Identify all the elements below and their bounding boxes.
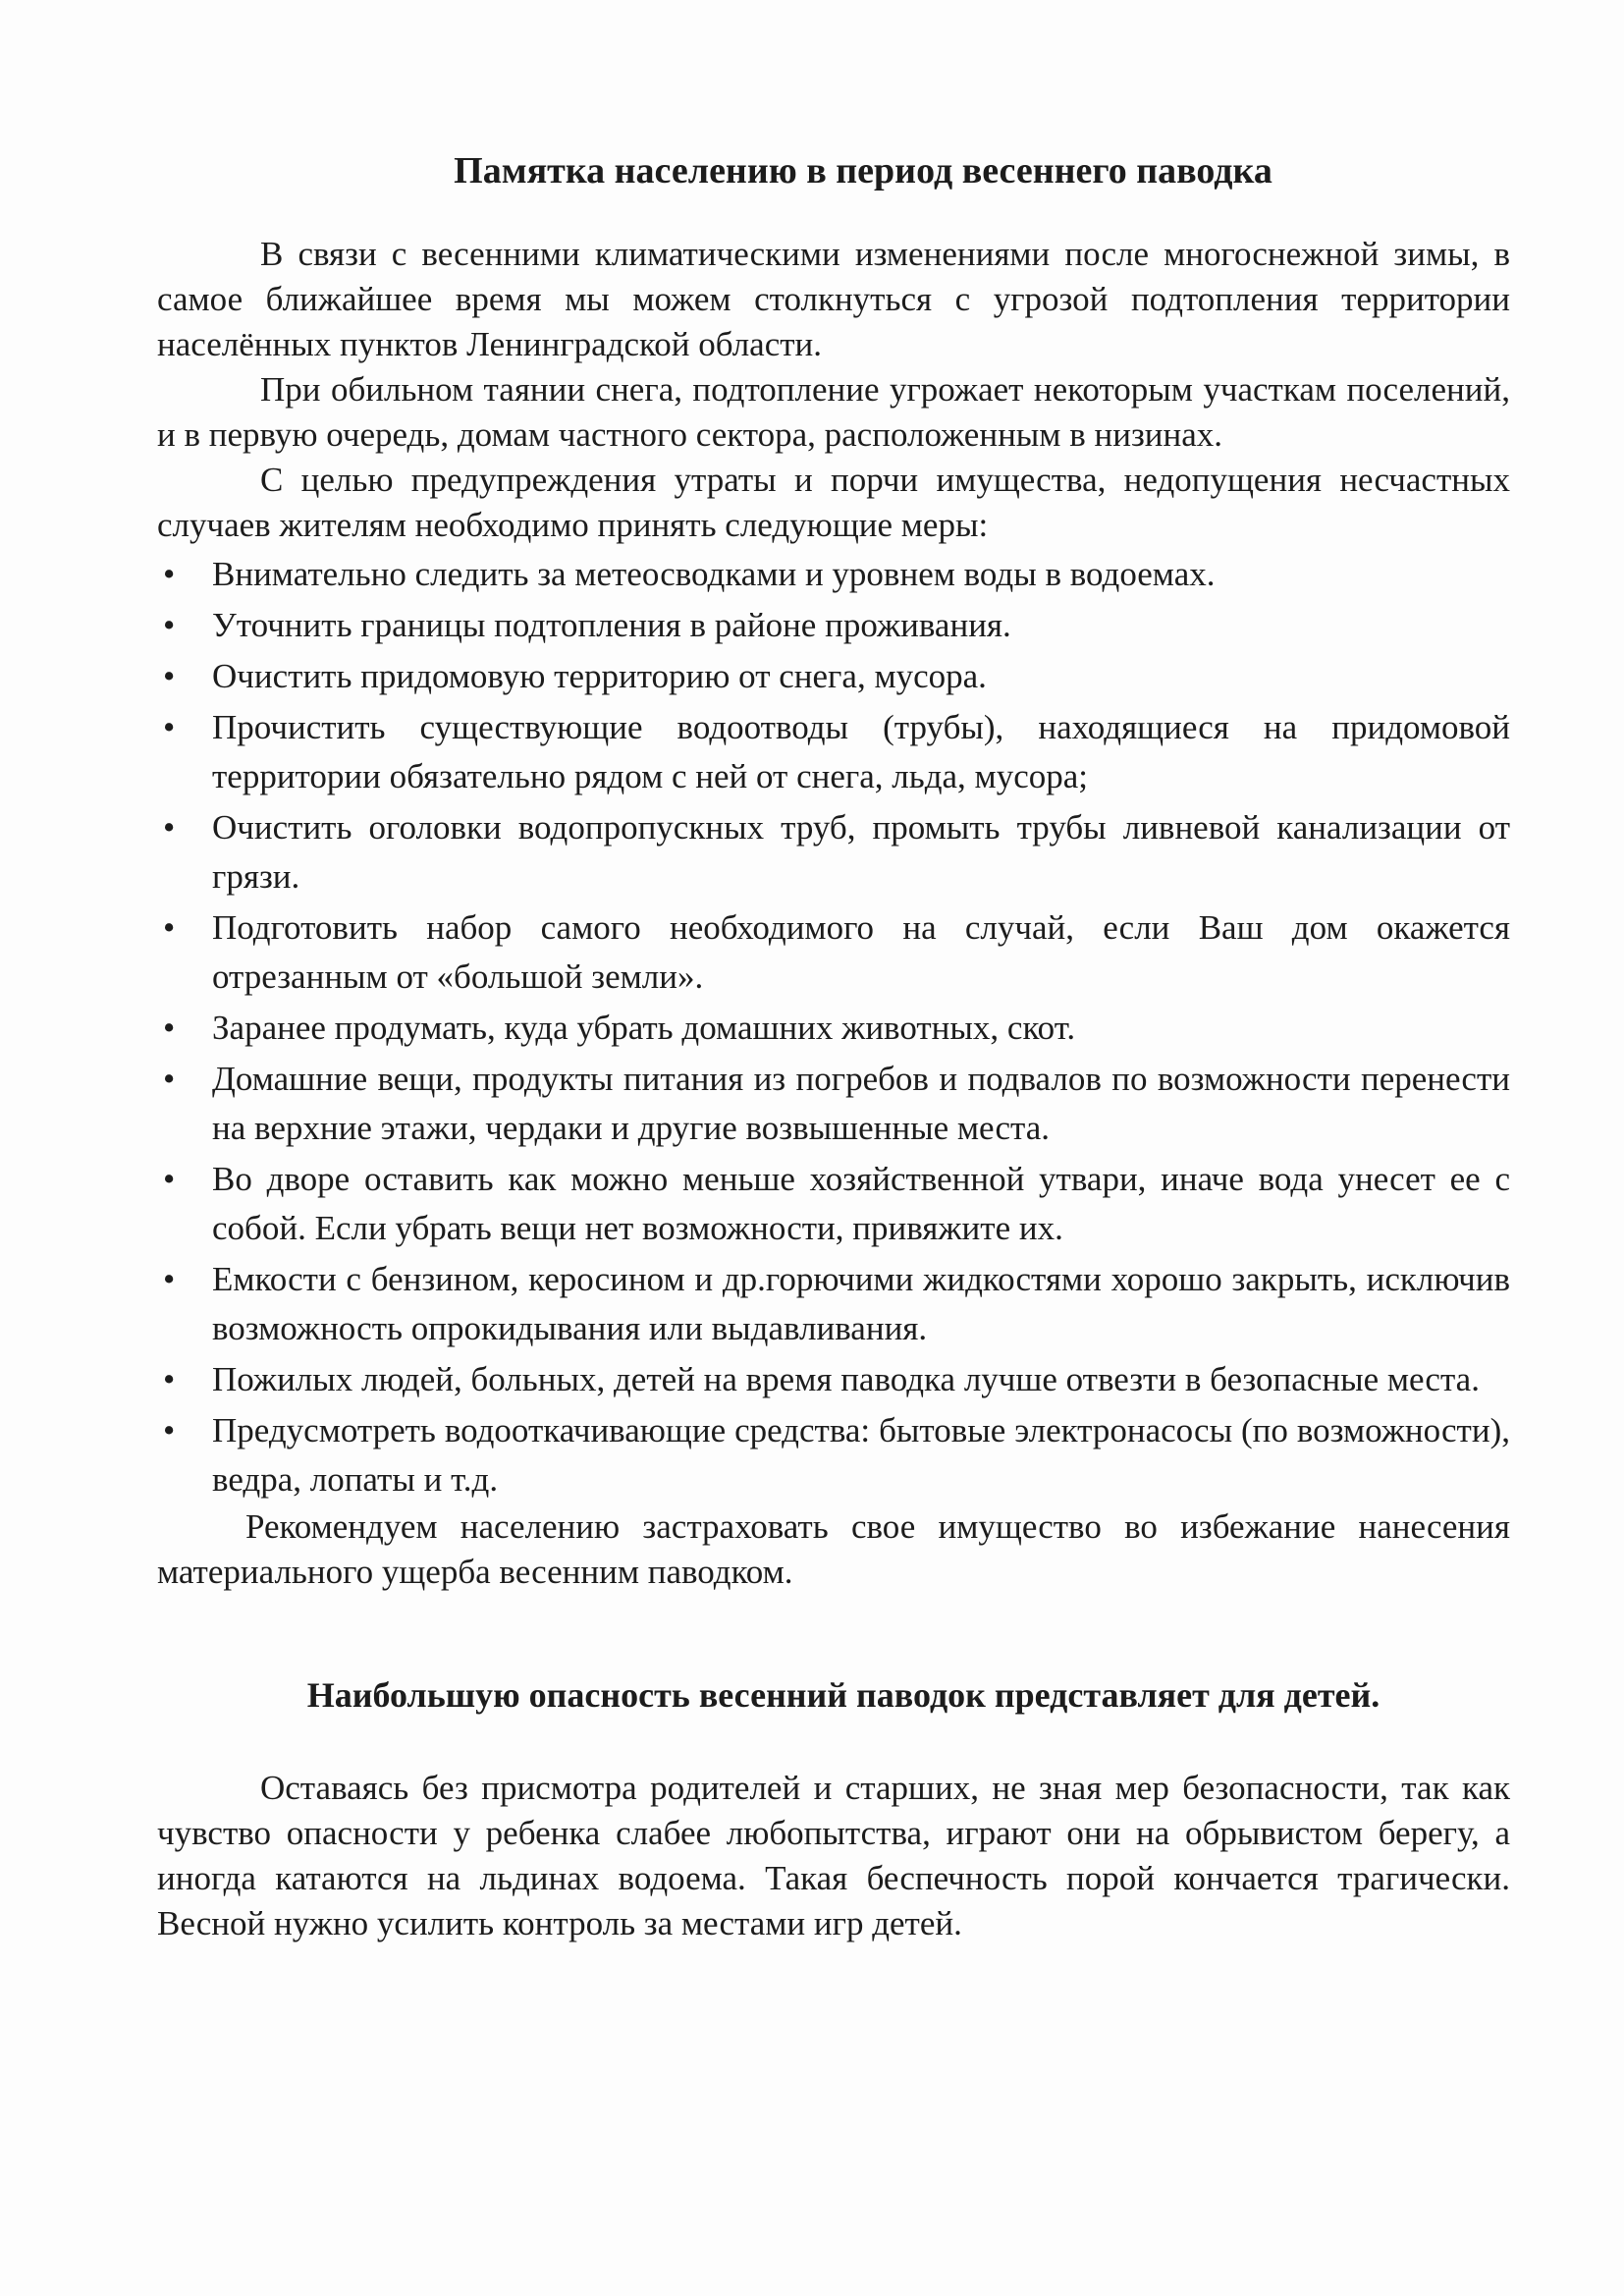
list-item: [157, 1355, 1510, 1404]
children-paragraph: Оставаясь без присмотра родителей и старших, не зная мер безопасности, так как чувство опасности у ребенка слабее любопытства, играют они на обрывистом берегу, а иногда катаются на льдинах водоема. Такая беспечность порой кончается трагически. Весной нужно усилить контроль за местами игр детей.: [157, 1769, 1510, 1942]
measure-text: Во дворе оставить как можно меньше хозяйственной утвари, иначе вода унесет ее с собой. Если убрать вещи нет возможности, привяжите их.: [212, 1160, 1510, 1247]
list-item: [157, 652, 1510, 701]
intro-paragraph-1: В связи с весенними климатическими изменениями после многоснежной зимы, в самое ближайшее время мы можем столкнуться с угрозой подтопления территории населённых пунктов Ленинградской области.: [157, 235, 1510, 363]
bullet-icon: •: [163, 1009, 176, 1047]
measure-text: Емкости с бензином, керосином и др.горючими жидкостями хорошо закрыть, исключив возможность опрокидывания или выдавливания.: [212, 1260, 1510, 1347]
list-item: [157, 703, 1510, 801]
bullet-icon: •: [163, 808, 176, 847]
list-item: [157, 1406, 1510, 1504]
measure-text: Домашние вещи, продукты питания из погребов и подвалов по возможности перенести на верхние этажи, чердаки и другие возвышенные места.: [212, 1060, 1510, 1147]
bullet-icon: •: [163, 1360, 176, 1398]
measure-text: Очистить оголовки водопропускных труб, промыть трубы ливневой канализации от грязи.: [212, 808, 1510, 896]
list-item: [157, 803, 1510, 902]
measure-text: Пожилых людей, больных, детей на время паводка лучше отвезти в безопасные места.: [212, 1360, 1480, 1398]
list-item: [157, 903, 1510, 1002]
closing-paragraph: Рекомендуем населению застраховать свое имущество во избежание нанесения материального ущерба весенним паводком.: [157, 1507, 1510, 1591]
measure-text: Заранее продумать, куда убрать домашних животных, скот.: [212, 1009, 1076, 1047]
bullet-icon: •: [163, 708, 176, 746]
bullet-icon: •: [163, 1411, 176, 1449]
document-body: [157, 145, 1510, 1946]
list-item: [157, 1055, 1510, 1153]
document-title: Памятка населению в период весеннего паводка: [454, 150, 1272, 191]
list-item: [157, 1255, 1510, 1353]
measure-text: Прочистить существующие водоотводы (трубы), находящиеся на придомовой территории обязательно рядом с ней от снега, льда, мусора;: [212, 708, 1510, 795]
list-item: [157, 1155, 1510, 1253]
measures-list: [157, 550, 1510, 1504]
list-item: [157, 601, 1510, 650]
bullet-icon: •: [163, 1260, 176, 1298]
bullet-icon: •: [163, 1060, 176, 1098]
intro-paragraph-3: С целью предупреждения утраты и порчи имущества, недопущения несчастных случаев жителям необходимо принять следующие меры:: [157, 461, 1510, 544]
section-subtitle: Наибольшую опасность весенний паводок представляет для детей.: [306, 1675, 1380, 1715]
measure-text: Внимательно следить за метеосводками и уровнем воды в водоемах.: [212, 555, 1216, 593]
bullet-icon: •: [163, 657, 176, 695]
measure-text: Предусмотреть водооткачивающие средства: бытовые электронасосы (по возможности), ведра, лопаты и т.д.: [212, 1411, 1510, 1499]
list-item: [157, 550, 1510, 599]
list-item: [157, 1004, 1510, 1053]
bullet-icon: •: [163, 606, 176, 644]
measure-text: Очистить придомовую территорию от снега, мусора.: [212, 657, 987, 695]
bullet-icon: •: [163, 908, 176, 947]
bullet-icon: •: [163, 1160, 176, 1198]
intro-paragraph-2: При обильном таянии снега, подтопление угрожает некоторым участкам поселений, и в первую очередь, домам частного сектора, расположенным в низинах.: [157, 370, 1510, 454]
measure-text: Подготовить набор самого необходимого на случай, если Ваш дом окажется отрезанным от «большой земли».: [212, 908, 1510, 996]
bullet-icon: •: [163, 555, 176, 593]
measure-text: Уточнить границы подтопления в районе проживания.: [212, 606, 1011, 644]
